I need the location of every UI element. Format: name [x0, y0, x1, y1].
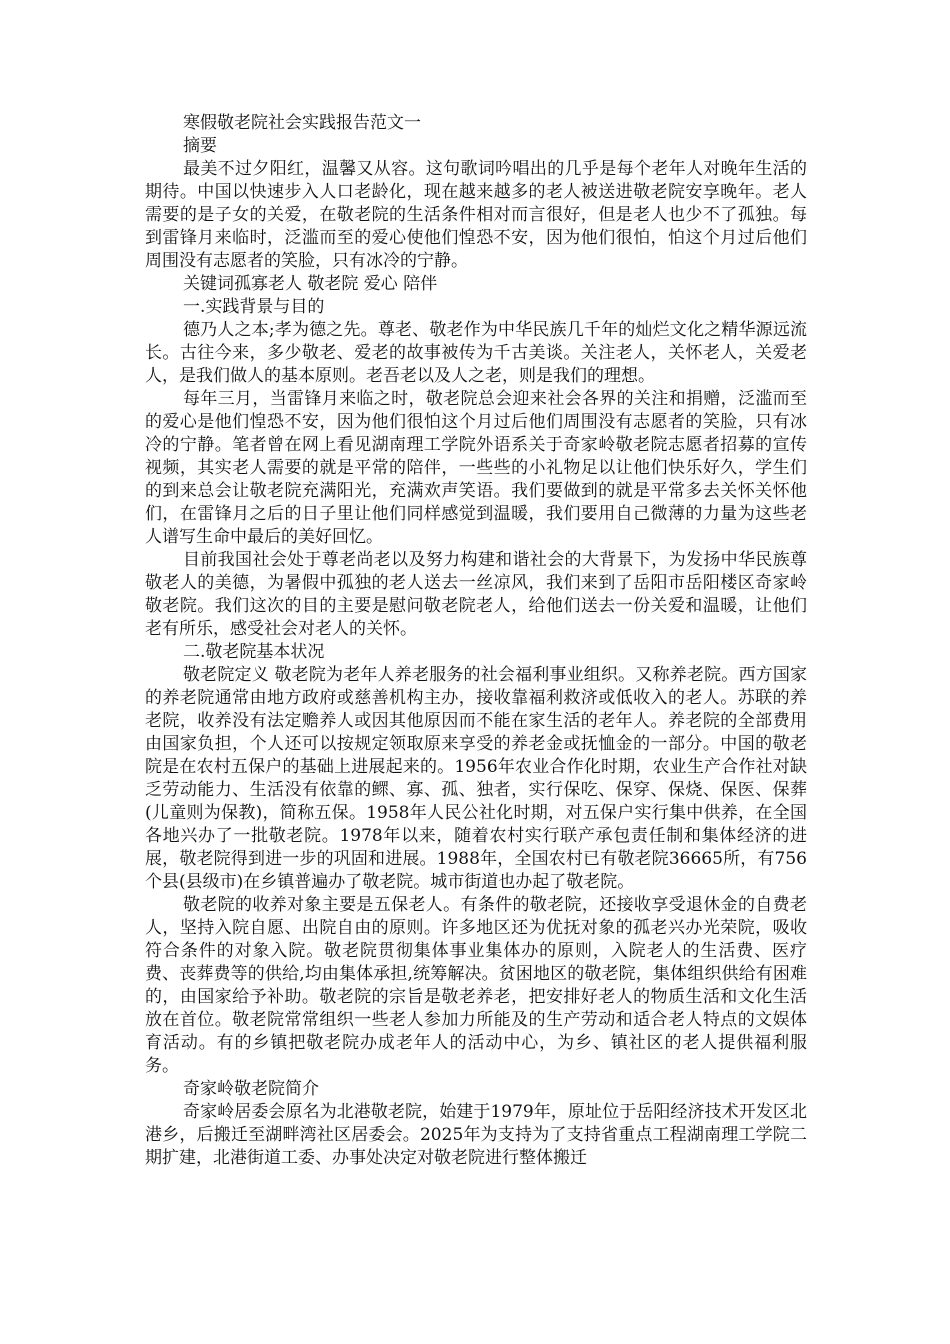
intro-paragraph-1: 奇家岭居委会原名为北港敬老院，始建于1979年，原址位于岳阳经济技术开发区北港乡，后搬迁至湖畔湾社区居委会。2025年为支持为了支持省重点工程湖南理工学院二期扩建，北港街道工委、办事处决定对敬老院进行整体搬迁 [145, 1102, 807, 1168]
background-paragraph-2: 每年三月，当雷锋月来临之时，敬老院总会迎来社会各界的关注和捐赠，泛滥而至的爱心是他们惶恐不安，因为他们很怕这个月过后他们周围没有志愿者的笑脸，只有冰冷的宁静。笔者曾在网上看见湖南理工学院外语系关于奇家岭敬老院志愿者招募的宣传视频，其实老人需要的就是平常的陪伴，一些些的小礼物足以让他们快乐好久，学生们的到来总会让敬老院充满阳光，充满欢声笑语。我们要做到的就是平常多去关怀关怀他们，在雷锋月之后的日子里让他们同样感觉到温暖，我们要用自己微薄的力量为这些老人谱写生命中最后的美好回忆。 [145, 389, 807, 547]
status-paragraph-1: 敬老院定义 敬老院为老年人养老服务的社会福利事业组织。又称养老院。西方国家的养老院通常由地方政府或慈善机构主办，接收靠福利救济或低收入的老人。苏联的养老院，收养没有法定赡养人或因其他原因而不能在家生活的老年人。养老院的全部费用由国家负担，个人还可以按规定领取原来享受的养老金或抚恤金的一部分。中国的敬老院是在农村五保户的基础上进展起来的。1956年农业合作化时期，农业生产合作社对缺乏劳动能力、生活没有依靠的鳏、寡、孤、独者，实行保吃、保穿、保烧、保医、保葬(儿童则为保教)，简称五保。1958年人民公社化时期，对五保户实行集中供养，在全国各地兴办了一批敬老院。1978年以来，随着农村实行联产承包责任制和集体经济的进展，敬老院得到进一步的巩固和进展。1988年，全国农村已有敬老院36665所，有756个县(县级市)在乡镇普遍办了敬老院。城市街道也办起了敬老院。 [145, 665, 807, 892]
background-paragraph-1: 德乃人之本;孝为德之先。尊老、敬老作为中华民族几千年的灿烂文化之精华源远流长。古往今来，多少敬老、爱老的故事被传为千古美谈。关注老人，关怀老人，关爱老人，是我们做人的基本原则。老吾老以及人之老，则是我们的理想。 [145, 320, 807, 386]
status-paragraph-2: 敬老院的收养对象主要是五保老人。有条件的敬老院，还接收享受退休金的自费老人，坚持入院自愿、出院自由的原则。许多地区还为优抚对象的孤老兴办光荣院，吸收符合条件的对象入院。敬老院贯彻集体事业集体办的原则，入院老人的生活费、医疗费、丧葬费等的供给,均由集体承担,统筹解决。贫困地区的敬老院，集体组织供给有困难的，由国家给予补助。敬老院的宗旨是敬老养老，把安排好老人的物质生活和文化生活放在首位。敬老院常常组织一些老人参加力所能及的生产劳动和适合老人特点的文娱体育活动。有的乡镇把敬老院办成老年人的活动中心，为乡、镇社区的老人提供福利服务。 [145, 895, 807, 1076]
section-heading-background: 一.实践背景与目的 [183, 297, 325, 317]
document-title: 寒假敬老院社会实践报告范文一 [183, 113, 421, 133]
keywords-line: 关键词孤寡老人 敬老院 爱心 陪伴 [183, 274, 438, 294]
section-heading-intro: 奇家岭敬老院简介 [183, 1079, 319, 1099]
document-page [145, 112, 807, 1170]
background-paragraph-3: 目前我国社会处于尊老尚老以及努力构建和谐社会的大背景下，为发扬中华民族尊敬老人的美德，为暑假中孤独的老人送去一丝凉风，我们来到了岳阳市岳阳楼区奇家岭敬老院。我们这次的目的主要是慰问敬老院老人，给他们送去一份关爱和温暖，让他们老有所乐，感受社会对老人的关怀。 [145, 550, 807, 639]
abstract-paragraph: 最美不过夕阳红，温馨又从容。这句歌词吟唱出的几乎是每个老年人对晚年生活的期待。中国以快速步入人口老龄化，现在越来越多的老人被送进敬老院安享晚年。老人需要的是子女的关爱，在敬老院的生活条件相对而言很好，但是老人也少不了孤独。每到雷锋月来临时，泛滥而至的爱心使他们惶恐不安，因为他们很怕，怕这个月过后他们周围没有志愿者的笑脸，只有冰冷的宁静。 [145, 159, 807, 271]
section-heading-status: 二.敬老院基本状况 [183, 642, 325, 662]
abstract-heading: 摘要 [183, 136, 217, 156]
